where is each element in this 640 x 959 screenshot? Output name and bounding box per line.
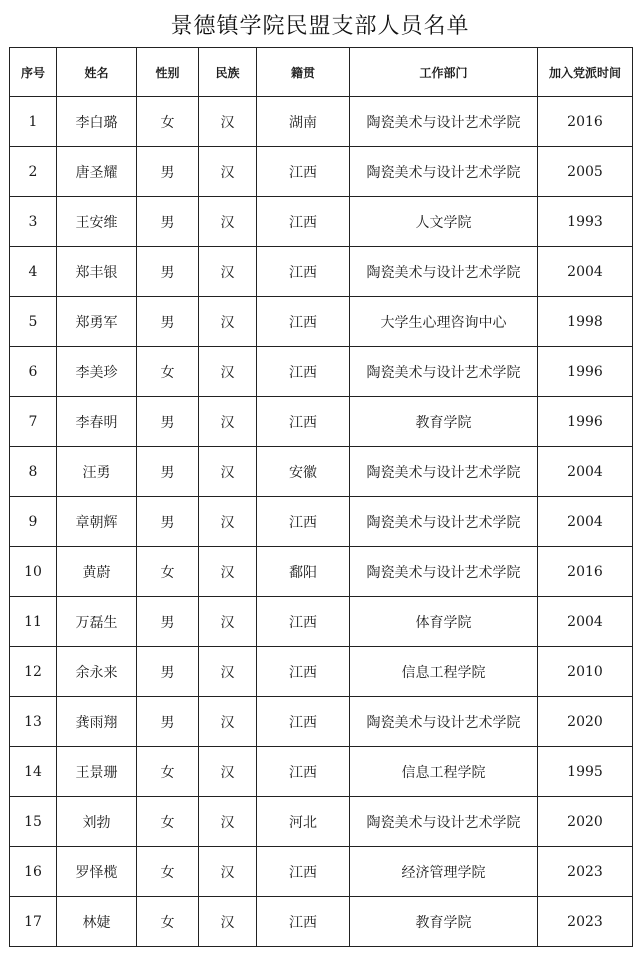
cell-ethnicity: 汉 xyxy=(199,197,257,247)
cell-no: 9 xyxy=(10,497,57,547)
table-row xyxy=(10,697,633,747)
cell-department: 信息工程学院 xyxy=(350,647,538,697)
cell-name: 龚雨翔 xyxy=(57,697,137,747)
cell-department: 信息工程学院 xyxy=(350,747,538,797)
table-row xyxy=(10,797,633,847)
cell-department: 陶瓷美术与设计艺术学院 xyxy=(350,497,538,547)
cell-no: 7 xyxy=(10,397,57,447)
cell-origin: 鄱阳 xyxy=(257,547,350,597)
cell-ethnicity: 汉 xyxy=(199,847,257,897)
cell-origin: 江西 xyxy=(257,297,350,347)
cell-department: 陶瓷美术与设计艺术学院 xyxy=(350,347,538,397)
cell-ethnicity: 汉 xyxy=(199,97,257,147)
table-row xyxy=(10,97,633,147)
cell-department: 大学生心理咨询中心 xyxy=(350,297,538,347)
cell-origin: 江西 xyxy=(257,597,350,647)
cell-origin: 江西 xyxy=(257,497,350,547)
cell-join-year: 2020 xyxy=(538,797,633,847)
cell-no: 11 xyxy=(10,597,57,647)
cell-name: 郑勇军 xyxy=(57,297,137,347)
cell-sex: 女 xyxy=(137,547,199,597)
cell-sex: 女 xyxy=(137,797,199,847)
table-row xyxy=(10,397,633,447)
cell-department: 经济管理学院 xyxy=(350,847,538,897)
cell-no: 6 xyxy=(10,347,57,397)
cell-name: 万磊生 xyxy=(57,597,137,647)
cell-origin: 河北 xyxy=(257,797,350,847)
table-header-row xyxy=(10,48,633,97)
cell-join-year: 2004 xyxy=(538,597,633,647)
cell-origin: 安徽 xyxy=(257,447,350,497)
cell-origin: 江西 xyxy=(257,647,350,697)
cell-department: 陶瓷美术与设计艺术学院 xyxy=(350,697,538,747)
cell-name: 李美珍 xyxy=(57,347,137,397)
cell-sex: 男 xyxy=(137,397,199,447)
cell-department: 陶瓷美术与设计艺术学院 xyxy=(350,547,538,597)
cell-ethnicity: 汉 xyxy=(199,447,257,497)
cell-no: 1 xyxy=(10,97,57,147)
cell-origin: 江西 xyxy=(257,197,350,247)
header-name: 姓名 xyxy=(57,48,137,97)
cell-ethnicity: 汉 xyxy=(199,147,257,197)
table-row xyxy=(10,547,633,597)
cell-join-year: 2023 xyxy=(538,847,633,897)
cell-join-year: 2020 xyxy=(538,697,633,747)
cell-ethnicity: 汉 xyxy=(199,297,257,347)
cell-origin: 江西 xyxy=(257,347,350,397)
cell-ethnicity: 汉 xyxy=(199,547,257,597)
header-join-year: 加入党派时间 xyxy=(538,48,633,97)
table-row xyxy=(10,197,633,247)
cell-ethnicity: 汉 xyxy=(199,347,257,397)
cell-join-year: 2023 xyxy=(538,897,633,947)
cell-ethnicity: 汉 xyxy=(199,247,257,297)
cell-name: 唐圣耀 xyxy=(57,147,137,197)
cell-sex: 女 xyxy=(137,747,199,797)
cell-join-year: 1998 xyxy=(538,297,633,347)
cell-no: 4 xyxy=(10,247,57,297)
cell-join-year: 2004 xyxy=(538,247,633,297)
cell-sex: 男 xyxy=(137,697,199,747)
cell-name: 王景珊 xyxy=(57,747,137,797)
cell-ethnicity: 汉 xyxy=(199,497,257,547)
cell-no: 2 xyxy=(10,147,57,197)
cell-join-year: 2004 xyxy=(538,447,633,497)
table-row xyxy=(10,747,633,797)
cell-origin: 江西 xyxy=(257,847,350,897)
cell-department: 体育学院 xyxy=(350,597,538,647)
cell-ethnicity: 汉 xyxy=(199,397,257,447)
document-title: 景德镇学院民盟支部人员名单 xyxy=(170,14,470,39)
cell-sex: 女 xyxy=(137,897,199,947)
cell-name: 黄蔚 xyxy=(57,547,137,597)
cell-department: 陶瓷美术与设计艺术学院 xyxy=(350,247,538,297)
table-row xyxy=(10,297,633,347)
cell-sex: 男 xyxy=(137,447,199,497)
table-row xyxy=(10,497,633,547)
cell-department: 陶瓷美术与设计艺术学院 xyxy=(350,447,538,497)
header-sex: 性别 xyxy=(137,48,199,97)
cell-no: 8 xyxy=(10,447,57,497)
table-row xyxy=(10,597,633,647)
cell-no: 15 xyxy=(10,797,57,847)
table-body xyxy=(10,97,633,947)
cell-no: 13 xyxy=(10,697,57,747)
cell-name: 郑丰银 xyxy=(57,247,137,297)
cell-department: 教育学院 xyxy=(350,897,538,947)
cell-sex: 男 xyxy=(137,597,199,647)
cell-origin: 江西 xyxy=(257,397,350,447)
cell-sex: 女 xyxy=(137,97,199,147)
cell-join-year: 1995 xyxy=(538,747,633,797)
cell-join-year: 1996 xyxy=(538,397,633,447)
cell-ethnicity: 汉 xyxy=(199,697,257,747)
cell-sex: 男 xyxy=(137,297,199,347)
cell-department: 教育学院 xyxy=(350,397,538,447)
cell-sex: 男 xyxy=(137,647,199,697)
cell-origin: 江西 xyxy=(257,147,350,197)
cell-join-year: 2016 xyxy=(538,547,633,597)
member-table xyxy=(9,47,633,947)
table-row xyxy=(10,447,633,497)
cell-origin: 湖南 xyxy=(257,97,350,147)
cell-sex: 男 xyxy=(137,497,199,547)
header-ethnicity: 民族 xyxy=(199,48,257,97)
cell-department: 陶瓷美术与设计艺术学院 xyxy=(350,147,538,197)
cell-join-year: 2004 xyxy=(538,497,633,547)
cell-sex: 男 xyxy=(137,147,199,197)
cell-join-year: 2016 xyxy=(538,97,633,147)
header-department: 工作部门 xyxy=(350,48,538,97)
table-row xyxy=(10,347,633,397)
cell-sex: 女 xyxy=(137,847,199,897)
cell-origin: 江西 xyxy=(257,247,350,297)
cell-origin: 江西 xyxy=(257,897,350,947)
cell-sex: 男 xyxy=(137,197,199,247)
header-origin: 籍贯 xyxy=(257,48,350,97)
cell-name: 林婕 xyxy=(57,897,137,947)
cell-no: 16 xyxy=(10,847,57,897)
cell-department: 陶瓷美术与设计艺术学院 xyxy=(350,797,538,847)
cell-no: 5 xyxy=(10,297,57,347)
cell-department: 陶瓷美术与设计艺术学院 xyxy=(350,97,538,147)
cell-name: 章朝辉 xyxy=(57,497,137,547)
cell-name: 余永来 xyxy=(57,647,137,697)
cell-no: 10 xyxy=(10,547,57,597)
cell-join-year: 2010 xyxy=(538,647,633,697)
cell-join-year: 1993 xyxy=(538,197,633,247)
table-row xyxy=(10,847,633,897)
cell-no: 17 xyxy=(10,897,57,947)
cell-origin: 江西 xyxy=(257,747,350,797)
header-no: 序号 xyxy=(10,48,57,97)
cell-department: 人文学院 xyxy=(350,197,538,247)
cell-name: 李白璐 xyxy=(57,97,137,147)
cell-name: 李春明 xyxy=(57,397,137,447)
cell-sex: 女 xyxy=(137,347,199,397)
table-row xyxy=(10,247,633,297)
cell-join-year: 1996 xyxy=(538,347,633,397)
cell-ethnicity: 汉 xyxy=(199,797,257,847)
cell-origin: 江西 xyxy=(257,697,350,747)
cell-no: 3 xyxy=(10,197,57,247)
cell-no: 12 xyxy=(10,647,57,697)
cell-name: 王安维 xyxy=(57,197,137,247)
cell-ethnicity: 汉 xyxy=(199,897,257,947)
cell-name: 罗怿榄 xyxy=(57,847,137,897)
cell-join-year: 2005 xyxy=(538,147,633,197)
cell-ethnicity: 汉 xyxy=(199,747,257,797)
cell-ethnicity: 汉 xyxy=(199,647,257,697)
table-row xyxy=(10,897,633,947)
cell-name: 汪勇 xyxy=(57,447,137,497)
cell-no: 14 xyxy=(10,747,57,797)
table-row xyxy=(10,647,633,697)
cell-ethnicity: 汉 xyxy=(199,597,257,647)
cell-name: 刘勃 xyxy=(57,797,137,847)
table-row xyxy=(10,147,633,197)
cell-sex: 男 xyxy=(137,247,199,297)
